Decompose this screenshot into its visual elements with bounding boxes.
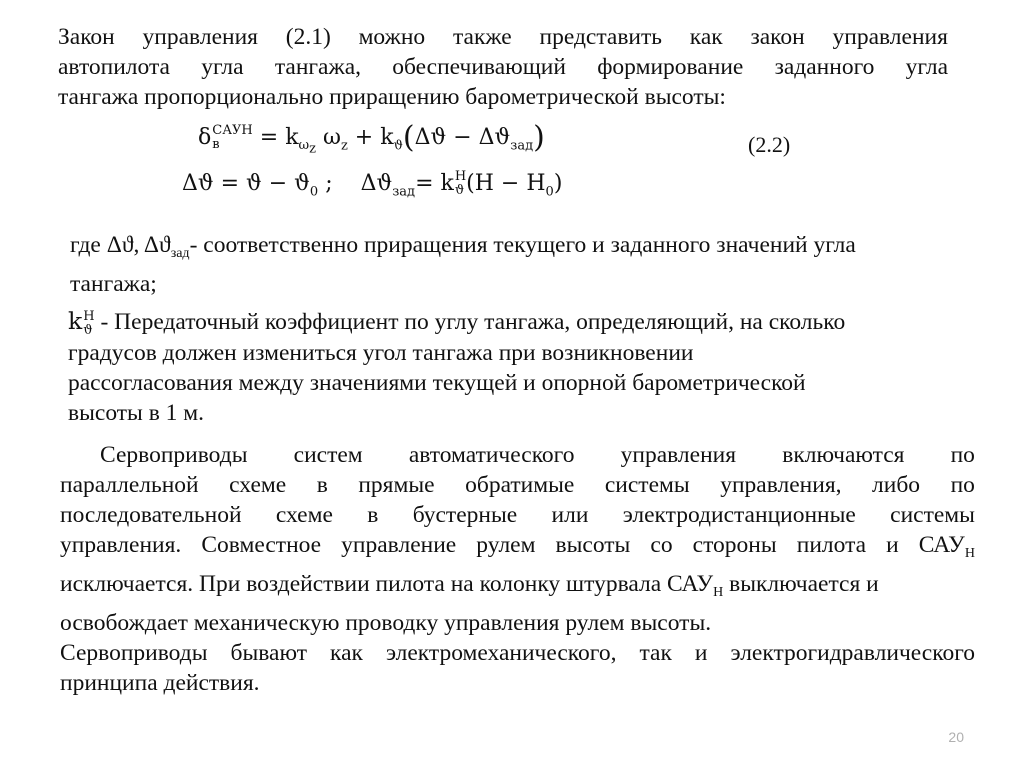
- word: как: [330, 640, 363, 666]
- h-subscript: Н: [713, 585, 724, 600]
- formula-delta-definitions: [182, 170, 562, 199]
- word: высоты: [555, 532, 631, 558]
- sau-text: САУ: [918, 532, 965, 558]
- word: так: [639, 640, 672, 666]
- word: электродистанционные: [622, 502, 856, 528]
- delta-theta-def: Δϑ = ϑ − ϑ: [182, 171, 310, 196]
- word-sau-h: [919, 530, 975, 569]
- intro-line-1: [58, 22, 948, 52]
- zad-subscript: зад: [392, 184, 416, 200]
- word: Совместное: [201, 532, 322, 558]
- servo-line-7: [60, 638, 975, 668]
- word: Сервоприводы: [100, 442, 248, 468]
- delta-symbol: δ: [198, 125, 212, 150]
- k-subscript: ϑ: [83, 322, 93, 338]
- open-paren: (: [402, 120, 415, 155]
- separator: ; Δϑ: [318, 171, 393, 196]
- word: управления.: [60, 532, 182, 558]
- where-clause: [70, 230, 960, 299]
- delta-indices: [212, 124, 253, 152]
- word: автоматического: [408, 442, 575, 468]
- theta-zero-subscript: 0: [309, 184, 319, 200]
- word: угла: [201, 54, 244, 80]
- h-subscript: Н: [964, 546, 975, 561]
- word: бустерные: [412, 502, 518, 528]
- intro-line-2: [58, 52, 948, 82]
- word: обеспечивающий: [392, 54, 566, 80]
- word: тангажа,: [274, 54, 362, 80]
- word: по: [950, 442, 975, 468]
- word: управления: [620, 442, 737, 468]
- zad-subscript: зад: [170, 246, 190, 261]
- servo-paragraph: [60, 440, 975, 698]
- servo-line-2: [60, 470, 975, 500]
- delta-superscript: САУН: [212, 123, 253, 138]
- k-subscript: ω: [298, 138, 310, 154]
- omega-subscript: z: [340, 138, 348, 154]
- k-indices: [455, 170, 466, 198]
- word: бывают: [230, 640, 307, 666]
- word: прямые: [358, 472, 435, 498]
- where-text: - соответственно приращения текущего и заданного значений угла: [189, 232, 856, 258]
- close-paren: ): [553, 171, 563, 196]
- word: автопилота: [58, 54, 170, 80]
- servo-line-8: принципа действия.: [60, 670, 260, 696]
- k-symbol: k: [68, 307, 83, 335]
- servo-line-5: [60, 569, 975, 608]
- word: пилота: [796, 532, 867, 558]
- word: заданного: [774, 54, 875, 80]
- page-number: 20: [948, 729, 964, 745]
- word: обратимые: [465, 472, 575, 498]
- word: Сервоприводы: [60, 640, 208, 666]
- servo-line-1: [60, 440, 975, 470]
- coefficient-description: [68, 306, 958, 428]
- plus-k: + k: [347, 125, 394, 150]
- coef-line-1: [68, 306, 958, 338]
- word: как: [689, 24, 723, 50]
- word: управление: [341, 532, 457, 558]
- k-superscript: H: [83, 308, 95, 324]
- intro-line-3: тангажа пропорционально приращению барометрической высоты:: [58, 84, 726, 110]
- intro-paragraph: [58, 22, 948, 112]
- formula-2-2: [198, 120, 545, 157]
- word: представить: [539, 24, 662, 50]
- coef-line-2: градусов должен измениться угол тангажа при возникновении: [68, 339, 694, 366]
- word: рулем: [476, 532, 536, 558]
- close-paren: ): [533, 120, 545, 155]
- where-line-2: тангажа;: [70, 271, 157, 297]
- word: и: [694, 640, 708, 666]
- word: систем: [293, 442, 363, 468]
- word: управления,: [720, 472, 842, 498]
- word: либо: [872, 472, 921, 498]
- equals-k: = k: [252, 125, 299, 150]
- k-indices: [83, 310, 94, 338]
- line-5-tail: выключается и: [723, 571, 879, 597]
- word: управления: [832, 24, 948, 50]
- equals-k: = k: [415, 171, 454, 196]
- line-5-text: [60, 569, 879, 608]
- coef-line-4: высоты в 1 м.: [68, 399, 205, 426]
- word: схеме: [229, 472, 287, 498]
- word: системы: [604, 472, 690, 498]
- word: схеме: [275, 502, 333, 528]
- word: управления: [142, 24, 258, 50]
- where-prefix: где Δϑ, Δϑ: [70, 232, 171, 258]
- height-difference: (H − H: [466, 171, 546, 196]
- word: электрогидравлического: [730, 640, 975, 666]
- word: последовательной: [60, 502, 242, 528]
- word: стороны: [692, 532, 777, 558]
- k-subscript: ϑ: [454, 183, 465, 198]
- word: по: [950, 472, 975, 498]
- coef-text: - Передаточный коэффициент по углу тангажа, определяющий, на сколько: [94, 309, 846, 335]
- formula-body: Δϑ − Δϑ: [414, 125, 511, 150]
- word: и: [886, 532, 899, 558]
- k-theta-subscript: ϑ: [393, 138, 403, 154]
- word: включаются: [782, 442, 905, 468]
- equation-number: (2.2): [748, 132, 791, 157]
- word: в: [316, 472, 328, 498]
- line-5-main: исключается. При воздействии пилота на колонку штурвала САУ: [60, 571, 714, 597]
- word: угла: [905, 54, 948, 80]
- word: можно: [358, 24, 426, 50]
- word: электромеханического,: [385, 640, 617, 666]
- word: или: [551, 502, 589, 528]
- servo-line-6: освобождает механическую проводку управления рулем высоты.: [60, 610, 712, 636]
- k-superscript: H: [454, 169, 467, 184]
- word: параллельной: [60, 472, 199, 498]
- word: закон: [750, 24, 805, 50]
- word: системы: [890, 502, 975, 528]
- word: в: [367, 502, 379, 528]
- k-subscript-2: z: [309, 141, 317, 157]
- word: со: [650, 532, 673, 558]
- servo-line-3: [60, 500, 975, 530]
- servo-line-4: [60, 530, 975, 569]
- omega-symbol: ω: [316, 125, 341, 150]
- coef-line-3: рассогласования между значениями текущей и опорной барометрической: [68, 369, 806, 396]
- delta-subscript: в: [212, 137, 220, 152]
- where-line-1: [70, 230, 960, 269]
- word: Закон: [58, 24, 115, 50]
- h-zero-subscript: 0: [545, 184, 554, 200]
- word: также: [452, 24, 512, 50]
- word: формирование: [597, 54, 744, 80]
- word: (2.1): [285, 24, 331, 50]
- body-subscript: зад: [510, 138, 534, 154]
